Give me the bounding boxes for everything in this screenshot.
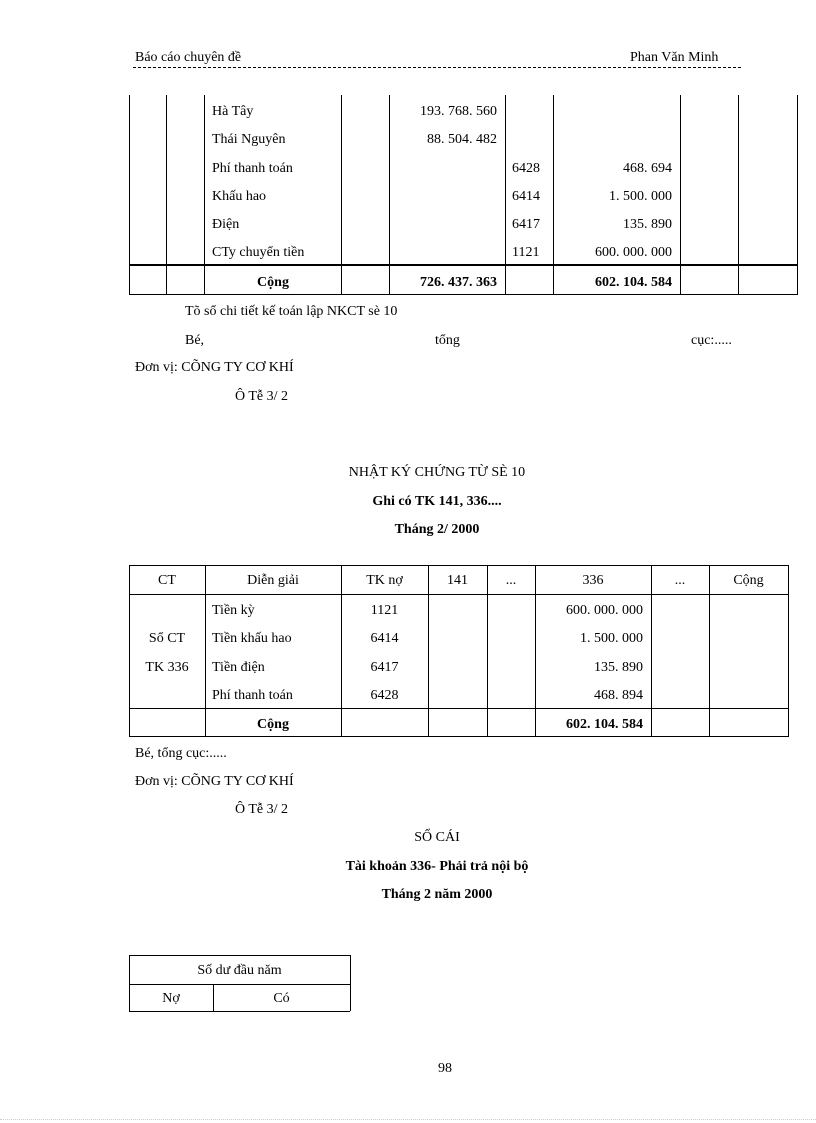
journal-row-tk: 1121 <box>370 603 399 618</box>
signature-a: Bé, <box>185 333 205 348</box>
table-row-acct: 6414 <box>512 189 540 204</box>
page-bottom-border <box>0 1119 816 1120</box>
unit-sub: Ô Tễ 3/ 2 <box>235 389 289 404</box>
col-141: 141 <box>447 573 468 588</box>
note-nkct: Tõ sổ chi tiết kế toán lập NKCT sè 10 <box>185 304 398 319</box>
journal-row-desc: Tiền kỳ <box>212 603 255 618</box>
col-ellipsis-1: ... <box>505 573 517 588</box>
journal-row-desc: Tiền điện <box>212 660 265 675</box>
journal-row-336: 135. 890 <box>594 660 643 675</box>
table-row-amount2: 135. 890 <box>623 217 672 232</box>
journal-row-336: 1. 500. 000 <box>580 631 643 646</box>
unit-label-2: Đơn vị: CÕNG TY CƠ KHÍ <box>135 774 294 789</box>
journal-row-tk: 6414 <box>370 631 399 646</box>
col-tk-no: TK nợ <box>366 573 403 588</box>
ledger-title: SỔ CÁI <box>414 830 460 845</box>
col-desc: Diễn giải <box>247 573 299 588</box>
top-total-1: 726. 437. 363 <box>420 275 497 290</box>
journal-row-desc: Phí thanh toán <box>212 688 293 703</box>
table-row-amount2: 600. 000. 000 <box>595 245 672 260</box>
top-total-2: 602. 104. 584 <box>595 275 672 290</box>
journal-row-336: 468. 894 <box>594 688 643 703</box>
table-row-amount1: 88. 504. 482 <box>427 132 497 147</box>
top-total-label: Cộng <box>257 275 289 290</box>
table-row-desc: Hà Tây <box>212 104 254 119</box>
table-row-desc: CTy chuyển tiền <box>212 245 305 260</box>
table-row-amount2: 1. 500. 000 <box>609 189 672 204</box>
table-row-amount1: 193. 768. 560 <box>420 104 497 119</box>
table-row-acct: 6417 <box>512 217 540 232</box>
journal-row-336: 600. 000. 000 <box>566 603 643 618</box>
journal-title: NHẬT KÝ CHỨNG TỪ SÈ 10 <box>348 465 526 480</box>
signature-b: tổng <box>435 333 460 348</box>
table-row-desc: Phí thanh toán <box>212 161 293 176</box>
signature-c: cục:..... <box>691 333 732 348</box>
col-ellipsis-2: ... <box>674 573 686 588</box>
table-row-amount2: 468. 694 <box>623 161 672 176</box>
ct-label-1: Sổ CT <box>148 631 186 646</box>
unit-sub-2: Ô Tễ 3/ 2 <box>235 802 289 817</box>
table-row-desc: Khấu hao <box>212 189 267 204</box>
journal-total-336: 602. 104. 584 <box>566 717 643 732</box>
opening-balance-label: Số dư đầu năm <box>197 963 282 978</box>
journal-subtitle: Ghi có TK 141, 336.... <box>372 494 502 509</box>
table-row-desc: Điện <box>212 217 240 232</box>
ledger-subtitle: Tài khoản 336- Phải trả nội bộ <box>345 859 529 874</box>
page-number: 98 <box>438 1061 452 1076</box>
signature-2: Bé, tổng cục:..... <box>135 746 227 761</box>
ct-label-2: TK 336 <box>145 660 189 675</box>
header-right: Phan Văn Minh <box>630 50 719 65</box>
table-row-desc: Thái Nguyên <box>212 132 286 147</box>
journal-month: Tháng 2/ 2000 <box>394 522 480 537</box>
header-divider <box>133 67 741 68</box>
col-336: 336 <box>582 573 604 588</box>
table-row-acct: 1121 <box>512 245 540 260</box>
journal-row-desc: Tiền khấu hao <box>212 631 292 646</box>
header-left: Báo cáo chuyên đề <box>135 50 242 65</box>
journal-row-tk: 6417 <box>370 660 399 675</box>
ledger-month: Tháng 2 năm 2000 <box>381 887 493 902</box>
unit-label: Đơn vị: CÕNG TY CƠ KHÍ <box>135 360 294 375</box>
journal-row-tk: 6428 <box>370 688 399 703</box>
table-row-acct: 6428 <box>512 161 540 176</box>
col-total: Cộng <box>733 573 764 588</box>
journal-total-label: Cộng <box>257 717 289 732</box>
debit-label: Nợ <box>162 991 180 1006</box>
credit-label: Có <box>273 991 290 1006</box>
col-ct: CT <box>158 573 176 588</box>
